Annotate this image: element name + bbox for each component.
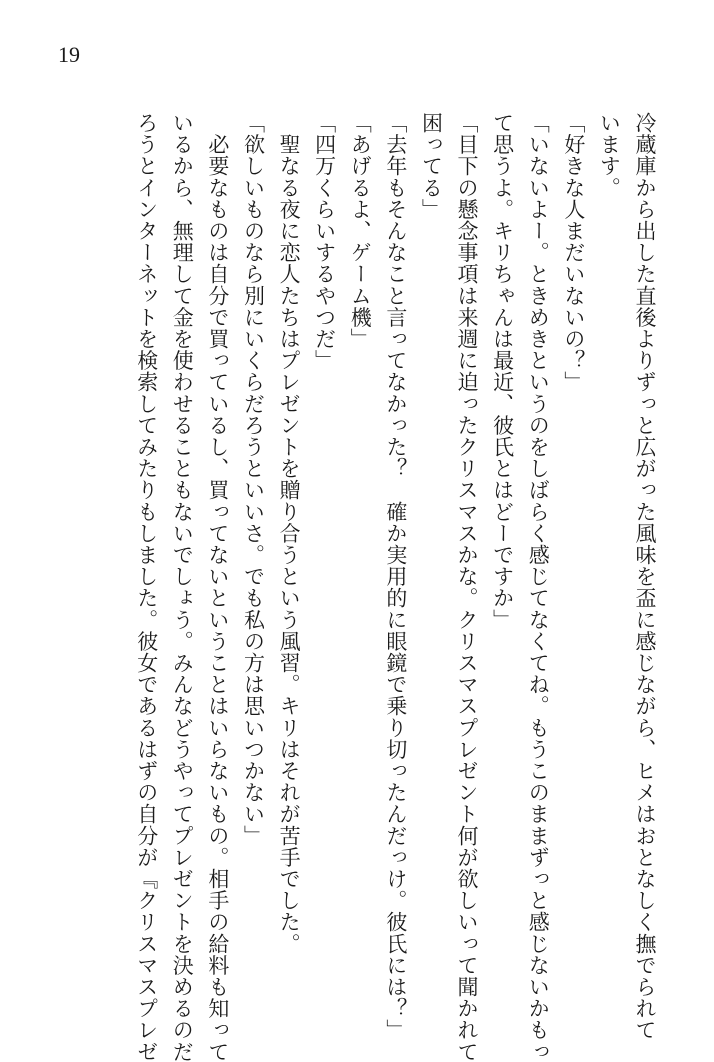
vertical-text-block [42,112,662,1062]
text-line: 「四万くらいするやつだ」 [312,112,337,372]
page-number: 19 [58,42,80,67]
text-line: 必要なものは自分で買っているし、買ってないということはいらないもの。相手の給料も知って [205,112,230,1062]
text-line: て思うよ。キリちゃんは最近、彼氏とはどーですか」 [490,112,515,631]
text-line: 聖なる夜に恋人たちはプレゼントを贈り合うという風習。キリはそれが苦手でした。 [277,112,302,955]
text-line: 「目下の懸念事項は来週に迫ったクリスマスかな。クリスマスプレゼント何が欲しいって聞かれて [455,112,480,1062]
text-line: 困ってる」 [419,112,444,220]
text-line: 「欲しいものなら別にいくらだろうといいさ。でも私の方は思いつかない」 [241,112,266,847]
text-line: 冷蔵庫から出した直後よりずっと広がった風味を盃に感じながら、ヒメはおとなしく撫でられて [633,112,657,1041]
text-line: いるから、無理して金を使わせることもないでしょう。みんなどうやってプレゼントを決めるのだ [170,112,195,1062]
text-line: います。 [597,112,622,199]
text-line: 「あげるよ、ゲーム機」 [348,112,373,350]
text-line: ろうとインターネットを検索してみたりもしました。彼女であるはずの自分が『クリスマスプレゼ [134,112,159,1062]
text-line: 「好きな人まだいないの？」 [561,112,586,393]
text-line: 「去年もそんなこと言ってなかった？ 確か実用的に眼鏡で乗り切ったんだっけ。彼氏には？」 [383,112,408,1041]
text-line: 「いないよー。ときめきというのをしばらく感じてなくてね。もうこのままずっと感じないかもっ [526,112,551,1062]
